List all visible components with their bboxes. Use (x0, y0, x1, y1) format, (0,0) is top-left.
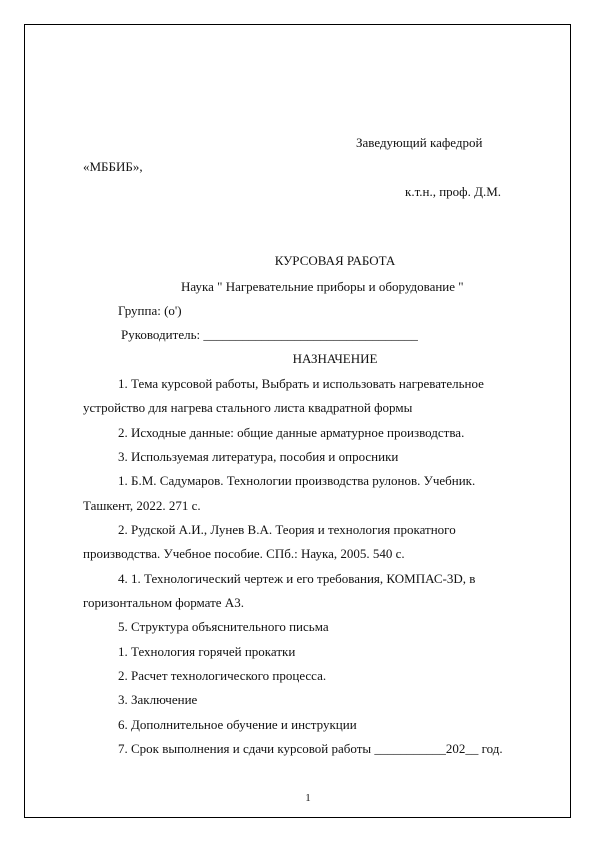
page-border (24, 24, 571, 818)
group-line: Группа: (о') (118, 303, 182, 318)
drawing-line-2: горизонтальном формате А3. (83, 595, 244, 610)
deadline-line: 7. Срок выполнения и сдачи курсовой работы ___________202__ год. (118, 741, 503, 756)
structure-item-2: 2. Расчет технологического процесса. (118, 668, 327, 683)
initial-data-line: 2. Исходные данные: общие данные арматурное производства. (118, 425, 465, 440)
drawing-line-1: 4. 1. Технологический чертеж и его требования, КОМПАС-3D, в (118, 571, 476, 586)
reference-1-line-1: 1. Б.М. Садумаров. Технологии производства рулонов. Учебник. (118, 473, 476, 488)
assignment-heading: НАЗНАЧЕНИЕ (292, 351, 378, 366)
document-title: КУРСОВАЯ РАБОТА (274, 253, 396, 268)
reference-2-line-1: 2. Рудской А.И., Лунев В.А. Теория и технология прокатного (118, 522, 456, 537)
head-name: к.т.н., проф. Д.М. (405, 184, 502, 199)
reference-2-line-2: производства. Учебное пособие. СПб.: Наука, 2005. 540 с. (83, 546, 405, 561)
structure-line: 5. Структура объяснительного письма (118, 619, 329, 634)
department-name: «МББИБ», (83, 159, 143, 174)
reference-1-line-2: Ташкент, 2022. 271 с. (83, 498, 201, 513)
literature-line: 3. Используемая литература, пособия и опросники (118, 449, 399, 464)
topic-line-1: 1. Тема курсовой работы, Выбрать и использовать нагревательное (118, 376, 484, 391)
supervisor-line: Руководитель: _________________________________ (121, 327, 418, 342)
additional-training-line: 6. Дополнительное обучение и инструкции (118, 717, 357, 732)
structure-item-1: 1. Технология горячей прокатки (118, 644, 296, 659)
head-of-department-label: Заведующий кафедрой (356, 135, 483, 150)
page-number: 1 (305, 792, 311, 804)
subject-line: Наука " Нагревательние приборы и оборудование " (181, 279, 464, 294)
structure-item-3: 3. Заключение (118, 692, 198, 707)
topic-line-2: устройство для нагрева стального листа квадратной формы (83, 400, 413, 415)
